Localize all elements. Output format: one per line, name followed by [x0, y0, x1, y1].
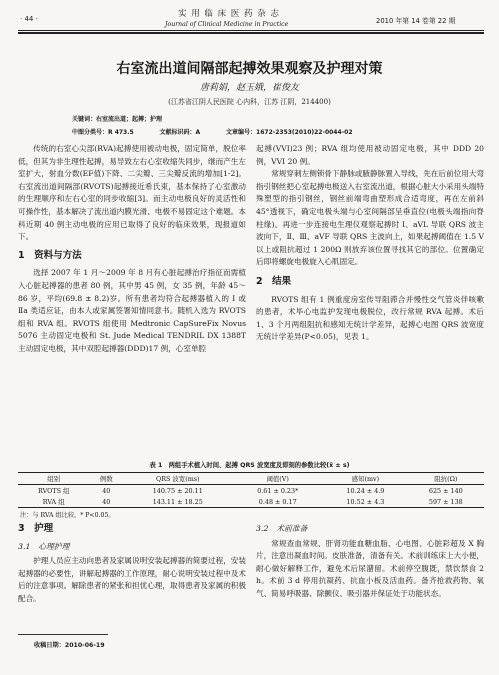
doc-code: 文献标识码：A	[159, 129, 201, 136]
bottom-right-column	[256, 523, 484, 601]
received-date: 收稿日期：2010-06-19	[34, 642, 105, 649]
table-row	[18, 485, 484, 497]
table-caption: 表 1 两组手术植入时间、起搏 QRS 波宽度及即刻的参数比较(x̄ ± s)	[149, 462, 350, 469]
article-affiliation: (江苏省江阴人民医院 心内科，江苏 江阴，214400)	[168, 98, 331, 106]
subsection-3-2-label: 3.2 术前准备	[256, 524, 308, 533]
classification-row	[72, 127, 353, 136]
table-header: QRS 波宽(ms)	[155, 475, 200, 483]
keywords: 关键词：右室流出道；起搏；护理	[72, 116, 163, 123]
article-title: 右室流出道间隔部起搏效果观察及护理对策	[116, 61, 383, 77]
table-cell: 0.48 ± 0.17	[258, 497, 297, 506]
right-paragraph-2: 常规穿刺左侧锁骨下静脉或腋静脉置入导线，先在后前位用大弯指引钢丝把心室起搏电极送入右室流出道，根据心脏大小采用头端特殊塑型的指引钢丝，钢丝前端弯曲塑形成合适弯度，再在左前斜 45°透视下，确定电极头端与心室间隔部呈垂直位(电极头端指向脊柱缘)。再进一步连接电生理仪观察起搏时 Ⅰ、aVL 导联 QRS 波主波向下，Ⅱ、Ⅲ、aVF 导联 QRS 主波向上，如果起搏阈值在 1.5 V 以上或阻抗超过 1 200Ω 则放弃该位置寻找其它的部位。位置确定后即将螺旋电极旋入心肌固定。	[256, 169, 484, 267]
subsection-3-2-text: 常规查血常规、肝肾功能血糖血脂、心电图、心脏彩超及 X 胸片，注意出凝血时间。皮肤准备，清备有关。术前训练床上大小便，耐心做好解释工作，避免术后尿潴留。术前停空腹既，禁饮禁食 2 h。术前 3 d 停用抗凝药、抗血小板及活血药。备齐抢救药物、氧气、简易呼吸器、除颤仪、吸引器并保证处于功能状态。	[256, 538, 484, 598]
classification: 中图分类号：R 473.5	[72, 129, 134, 136]
table-cell: 40	[102, 486, 111, 495]
table-row	[18, 496, 484, 508]
table-cell: 625 ± 140	[428, 486, 463, 495]
table-header: 组别	[47, 475, 61, 483]
table-cell: 0.61 ± 0.23*	[257, 486, 299, 495]
right-column	[256, 143, 484, 344]
table-cell: 10.52 ± 4.3	[346, 497, 385, 506]
table-note: 注：与 RVA 组比较，* P<0.05。	[20, 512, 115, 519]
bottom-left-column	[18, 523, 246, 606]
journal-name-en: Journal of Clinical Medicine in Practice	[165, 21, 289, 28]
table-cell: RVA 组	[42, 498, 65, 506]
right-paragraph-1: 起搏(VVI)23 例；RVA 组均使用被动固定电极，其中 DDD 20 例，VVI 20 例。	[256, 144, 484, 166]
section-2-heading: 2 结果	[256, 275, 292, 287]
header-rule-double	[18, 32, 484, 34]
page-number: · 44 ·	[20, 15, 38, 23]
article-id: 文章编号：1672-2353(2010)22-0044-02	[226, 129, 353, 136]
subsection-3-1-heading	[18, 541, 246, 554]
table-cell: 143.11 ± 18.25	[152, 497, 203, 506]
section-1-text: 选择 2007 年 1 月～2009 年 8 月有心脏起搏治疗指征而需植入心脏起搏器的患者 80 例，其中男 45 例，女 35 例，年龄 45～86 岁，平均(69.8 ± 8.2)岁。所有患者均符合起搏器植入的 Ⅰ 或 Ⅱa 类适应证，由本人或家属签署知情同意书。随机入选为 RVOTS 组和 RVA 组。RVOTS 组使用 Medtronic CapSureFix Novus 5076 主动固定电极和 St. Jude Medical TENDRIL DX 1388T 主动固定电极，其中双腔起搏器(DDD)17 例，心室单腔	[18, 268, 246, 353]
subsection-3-1-text: 护理人员应主动向患者及家属说明安装起搏器的简要过程，安装起搏器的必要性，讲解起搏器的工作原理，耐心说明安装过程中及术后的注意事项。解除患者的紧张和担忧心理，取得患者及家属的积极配合。	[18, 556, 246, 603]
journal-name-cn: 实 用 临 床 医 药 杂 志	[178, 9, 280, 19]
header-rule	[18, 30, 484, 31]
left-column	[18, 143, 246, 356]
intro-paragraph: 传统的右室心尖部(RVA)起搏使用被动电极，固定简单，脱位率低，但其为非生理性起搏，易导致左右心室收缩失同步，继而产生左室扩大，射血分数(EF值)下降、二尖瓣、三尖瓣反流的增加[1-2]。右室流出道间隔部(RVOTS)起搏接近希氏束，基本保持了心室激动的生理顺序和左右心室的同步收缩[3]。而主动电极良好的灵活性和可操作性，基本解决了流出道内膜光滑、电极不易固定这个难题。本科近期 40 例主动电极的应用已取得了良好的临床效果，现报道如下。	[18, 144, 246, 242]
footnote-rule	[18, 634, 108, 635]
table-header: 阻抗(Ω)	[434, 475, 458, 483]
table-header: 感知(mv)	[351, 475, 380, 483]
table-header: 阈值(V)	[266, 475, 289, 483]
subsection-3-1-label: 3.1 心理护理	[18, 541, 70, 551]
table-cell: 597 ± 138	[428, 497, 463, 506]
table-cell: RVOTS 组	[37, 487, 70, 495]
table-header-row	[18, 473, 484, 485]
table-cell: 10.24 ± 4.9	[346, 486, 385, 495]
section-1-heading: 1 资料与方法	[18, 249, 82, 261]
table-header: 例数	[99, 475, 113, 483]
section-2-text: RVOTS 组有 1 例重度房室传导阻滞合并慢性交气管炎伴咳嗽的患者，术毕心电监护发现电极脱位，改行常规 RVA 起搏。术后 1、3 个月两组阻抗和感知无统计学差异，起搏心电图 QRS 波宽度无统计学差异(P<0.05)，见表 1。	[256, 294, 484, 342]
section-3-heading: 3 护理	[18, 523, 54, 534]
table-cell: 140.75 ± 20.11	[152, 486, 203, 495]
issue-info: 2010 年第 14 卷第 22 期	[376, 17, 456, 25]
article-authors: 唐莉娟，赵玉娥，崔俊友	[199, 83, 299, 93]
subsection-3-2-heading	[256, 523, 484, 536]
results-table	[18, 472, 484, 519]
table-cell: 40	[102, 497, 111, 506]
